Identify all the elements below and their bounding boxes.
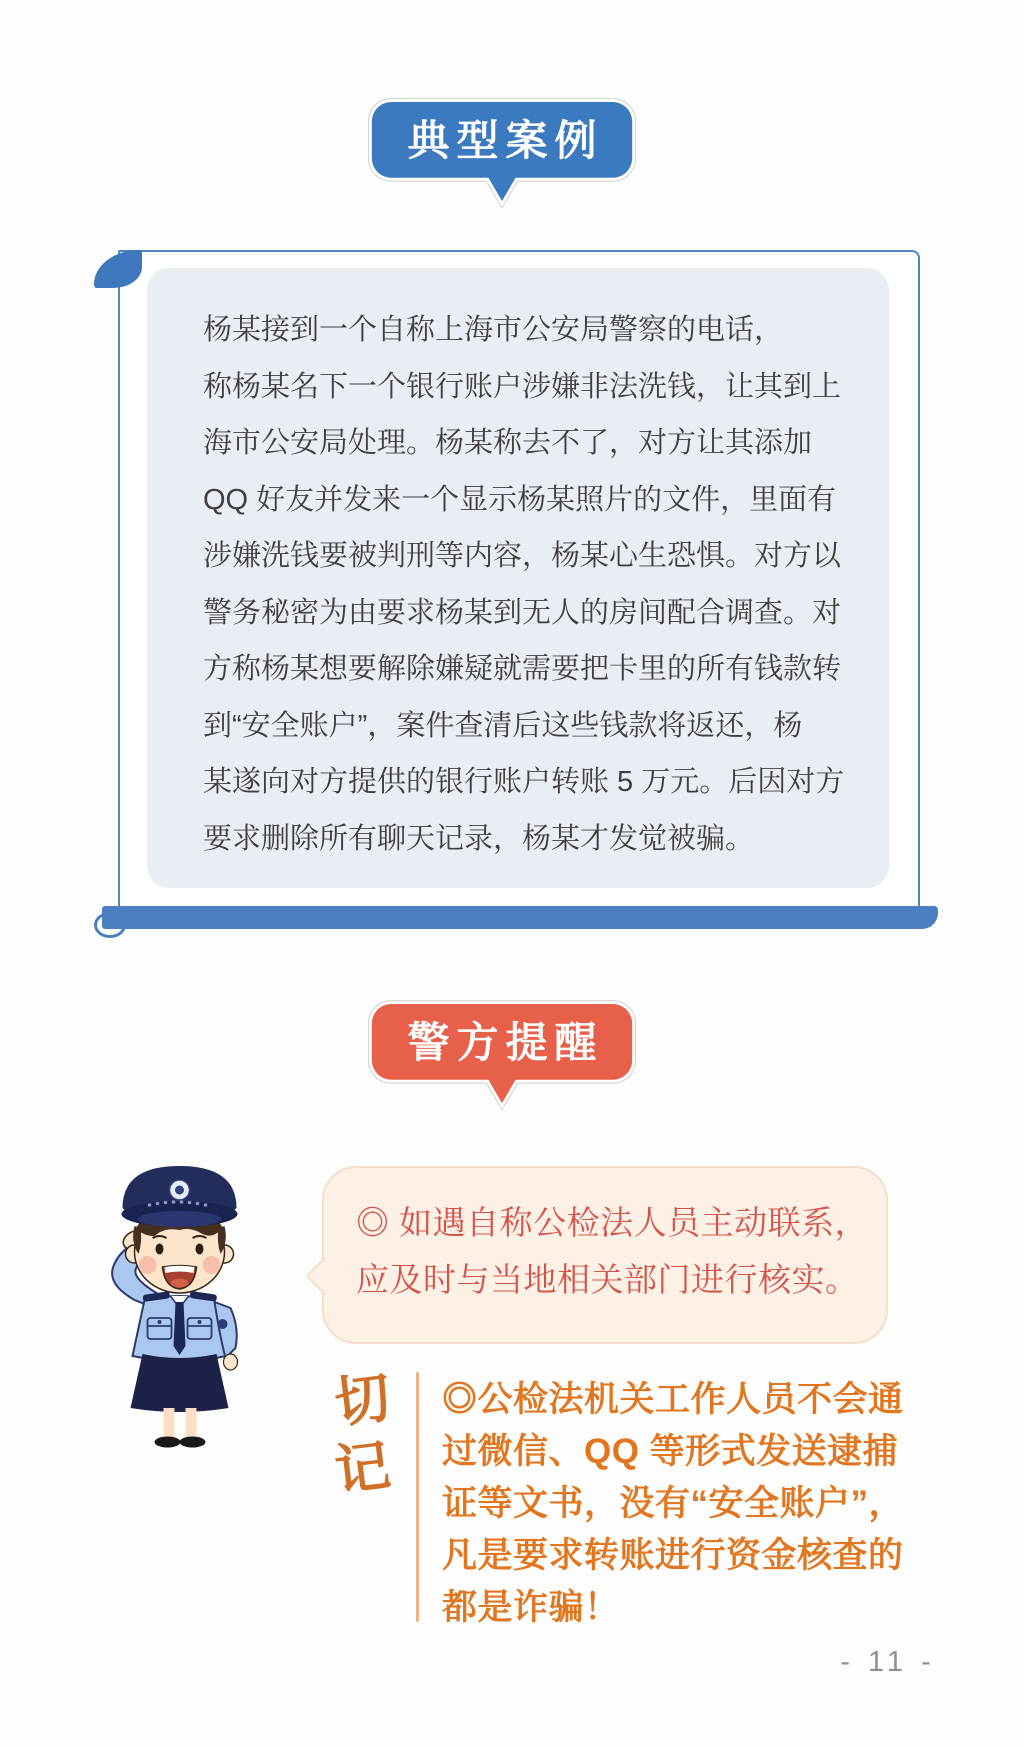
keyword-char: 记 xyxy=(331,1431,395,1504)
page-number: - 11 - xyxy=(840,1646,936,1678)
case-section-banner xyxy=(366,98,638,207)
speech-bubble-line: ◎ 如遇自称公检法人员主动联系， xyxy=(356,1204,869,1241)
case-text-line: 到“安全账户”，案件查清后这些钱款将返还，杨 xyxy=(203,709,803,742)
case-text-line: QQ 好友并发来一个显示杨某照片的文件，里面有 xyxy=(203,483,837,516)
speech-bubble-line: 应及时与当地相关部门进行核实。 xyxy=(356,1261,859,1298)
case-text-line: 涉嫌洗钱要被判刑等内容，杨某心生恐惧。对方以 xyxy=(203,540,842,572)
case-card xyxy=(118,250,920,906)
warning-text-line: 凡是要求转账进行资金核查的 xyxy=(442,1536,904,1575)
reminder-banner-label: 警方提醒 xyxy=(407,1018,604,1067)
vertical-divider xyxy=(416,1372,419,1622)
keyword-char: 切 xyxy=(331,1363,395,1436)
case-text-line: 警务秘密为由要求杨某到无人的房间配合调查。对 xyxy=(203,596,842,629)
warning-text xyxy=(442,1374,912,1634)
page-curl-decoration xyxy=(94,250,142,288)
case-text xyxy=(203,302,843,867)
reminder-section-banner xyxy=(366,1000,638,1109)
warning-text-line: ◎公检法机关工作人员不会通 xyxy=(442,1380,904,1419)
police-officer-icon xyxy=(92,1150,268,1450)
speech-bubble-text xyxy=(356,1194,872,1308)
warning-text-line: 都是诈骗！ xyxy=(442,1588,620,1627)
warning-text-line: 过微信、QQ 等形式发送逮捕 xyxy=(442,1432,899,1471)
case-text-panel xyxy=(147,268,889,888)
case-text-line: 杨某接到一个自称上海市公安局警察的电话， xyxy=(203,314,784,346)
reminder-speech-bubble xyxy=(322,1166,888,1344)
case-text-line: 方称杨某想要解除嫌疑就需要把卡里的所有钱款转 xyxy=(203,653,842,685)
warning-text-line: 证等文书，没有“安全账户”， xyxy=(442,1484,905,1523)
case-text-line: 称杨某名下一个银行账户涉嫌非法洗钱，让其到上 xyxy=(203,370,842,403)
case-banner-label: 典型案例 xyxy=(407,116,604,165)
case-text-line: 要求删除所有聊天记录，杨某才发觉被骗。 xyxy=(203,822,755,855)
case-text-line: 某遂向对方提供的银行账户转账 5 万元。后因对方 xyxy=(203,766,845,798)
keyword-qieji xyxy=(330,1363,396,1504)
card-bottom-ribbon xyxy=(102,906,938,929)
case-text-line: 海市公安局处理。杨某称去不了，对方让其添加 xyxy=(203,427,813,459)
